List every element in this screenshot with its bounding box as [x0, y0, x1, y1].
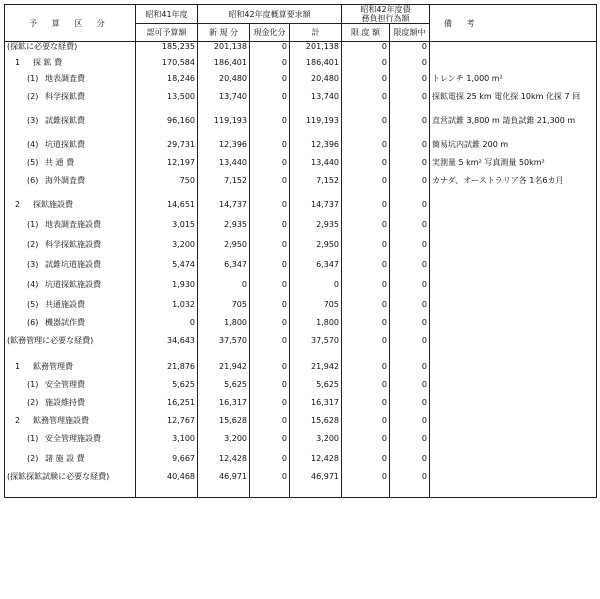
- row-label: 探鉱施設費: [33, 199, 73, 209]
- row-remark: [430, 260, 597, 280]
- liability-limit-amount: 0: [342, 280, 390, 300]
- fy42-new-amount: 37,570: [198, 336, 250, 362]
- table-row: [5, 140, 597, 158]
- fy42-new-amount: 16,317: [198, 398, 250, 416]
- row-remark: [430, 42, 597, 58]
- row-label-cell: [5, 58, 136, 74]
- liability-mid-amount: 0: [390, 416, 430, 434]
- fy42-new-amount: 119,193: [198, 116, 250, 140]
- row-number: (3): [27, 259, 39, 269]
- fy41-amount: 5,474: [136, 260, 198, 280]
- row-remark: 探鉱電探 25 km 電化探 10km 化探 7 回: [430, 92, 597, 116]
- row-label: 坑道探鉱費: [45, 139, 85, 149]
- budget-table: [4, 4, 597, 498]
- row-label-cell: [5, 74, 136, 92]
- row-remark: カナダ、オーストラリア各 1名6カ月: [430, 176, 597, 200]
- table-row: [5, 454, 597, 472]
- row-label-cell: [5, 200, 136, 220]
- liability-limit-amount: 0: [342, 140, 390, 158]
- row-label: 地表調査費: [45, 73, 85, 83]
- fy42-total-amount: 2,935: [290, 220, 342, 240]
- table-row: [5, 398, 597, 416]
- row-label-cell: [5, 140, 136, 158]
- table-row: [5, 240, 597, 260]
- fy42-total-amount: 12,396: [290, 140, 342, 158]
- table-row: [5, 42, 597, 58]
- liability-limit-amount: 0: [342, 158, 390, 176]
- fy41-amount: 18,246: [136, 74, 198, 92]
- table-row: [5, 58, 597, 74]
- fy42-cash-amount: 0: [250, 240, 290, 260]
- row-remark: [430, 416, 597, 434]
- row-remark: [430, 380, 597, 398]
- table-header: [5, 5, 597, 42]
- row-label: (探鉱探鉱試験に必要な経費): [7, 471, 110, 481]
- row-label-cell: [5, 336, 136, 362]
- table-row: [5, 176, 597, 200]
- fy42-new-amount: 5,625: [198, 380, 250, 398]
- row-remark: 実測量 5 km² 写真測量 50km²: [430, 158, 597, 176]
- liability-mid-amount: 0: [390, 58, 430, 74]
- row-label: (鉱務管理に必要な経費): [7, 335, 94, 345]
- row-label: 施設維持費: [45, 397, 85, 407]
- row-label: 鉱務管理施設費: [33, 415, 89, 425]
- row-label: 科学探鉱費: [45, 91, 85, 101]
- row-label-cell: [5, 380, 136, 398]
- row-remark: [430, 58, 597, 74]
- fy41-amount: 750: [136, 176, 198, 200]
- row-remark: [430, 300, 597, 318]
- row-label-cell: [5, 454, 136, 472]
- row-label-cell: [5, 176, 136, 200]
- fy42-cash-amount: 0: [250, 200, 290, 220]
- fy41-amount: 16,251: [136, 398, 198, 416]
- fy42-cash-amount: 0: [250, 260, 290, 280]
- liability-limit-amount: 0: [342, 260, 390, 280]
- row-remark: [430, 220, 597, 240]
- fy42-total-amount: 12,428: [290, 454, 342, 472]
- header-fy42-new: 新 規 分: [198, 24, 250, 42]
- fy41-amount: 3,015: [136, 220, 198, 240]
- fy42-new-amount: 13,740: [198, 92, 250, 116]
- row-label: 探 鉱 費: [33, 57, 63, 67]
- liability-mid-amount: 0: [390, 318, 430, 336]
- fy42-cash-amount: 0: [250, 318, 290, 336]
- liability-mid-amount: 0: [390, 472, 430, 498]
- row-label: 諸 施 設 費: [45, 453, 85, 463]
- header-fy41-sub: 認可予算額: [136, 24, 198, 42]
- table-row: [5, 260, 597, 280]
- fy41-amount: 1,032: [136, 300, 198, 318]
- table-body: [5, 42, 597, 498]
- liability-limit-amount: 0: [342, 176, 390, 200]
- fy42-total-amount: 13,440: [290, 158, 342, 176]
- row-remark: [430, 280, 597, 300]
- row-label: 安全管理費: [45, 379, 85, 389]
- row-label: 共 通 費: [45, 157, 75, 167]
- fy42-cash-amount: 0: [250, 380, 290, 398]
- fy42-cash-amount: 0: [250, 116, 290, 140]
- table-row: [5, 318, 597, 336]
- fy42-new-amount: 46,971: [198, 472, 250, 498]
- row-label-cell: [5, 260, 136, 280]
- liability-limit-amount: 0: [342, 318, 390, 336]
- header-remarks: [430, 5, 597, 42]
- row-number: (1): [27, 379, 39, 389]
- liability-limit-amount: 0: [342, 362, 390, 380]
- row-label-cell: [5, 472, 136, 498]
- fy41-amount: 96,160: [136, 116, 198, 140]
- budget-table-sheet: [4, 4, 596, 595]
- row-label: 機器試作費: [45, 317, 85, 327]
- row-label-cell: [5, 240, 136, 260]
- fy42-new-amount: 705: [198, 300, 250, 318]
- liability-mid-amount: 0: [390, 240, 430, 260]
- row-number: 2: [15, 199, 21, 209]
- liability-limit-amount: 0: [342, 92, 390, 116]
- fy42-new-amount: 12,396: [198, 140, 250, 158]
- fy42-cash-amount: 0: [250, 416, 290, 434]
- row-label: 安全管理施設費: [45, 433, 101, 443]
- row-number: (4): [27, 279, 39, 289]
- fy42-new-amount: 14,737: [198, 200, 250, 220]
- liability-limit-amount: 0: [342, 74, 390, 92]
- row-label-cell: [5, 434, 136, 454]
- fy42-new-amount: 186,401: [198, 58, 250, 74]
- fy41-amount: 13,500: [136, 92, 198, 116]
- fy41-amount: 0: [136, 318, 198, 336]
- liability-mid-amount: 0: [390, 176, 430, 200]
- row-remark: [430, 336, 597, 362]
- fy41-amount: 1,930: [136, 280, 198, 300]
- row-label-cell: [5, 42, 136, 58]
- fy41-amount: 29,731: [136, 140, 198, 158]
- fy42-total-amount: 46,971: [290, 472, 342, 498]
- fy42-new-amount: 3,200: [198, 434, 250, 454]
- row-number: (1): [27, 433, 39, 443]
- fy42-total-amount: 3,200: [290, 434, 342, 454]
- row-label-cell: [5, 318, 136, 336]
- liability-limit-amount: 0: [342, 336, 390, 362]
- fy42-cash-amount: 0: [250, 454, 290, 472]
- row-label: 鉱務管理費: [33, 361, 73, 371]
- fy42-cash-amount: 0: [250, 176, 290, 200]
- liability-limit-amount: 0: [342, 58, 390, 74]
- row-remark: 直営試錐 3,800 m 請負試錐 21,300 m: [430, 116, 597, 140]
- row-number: 1: [15, 361, 21, 371]
- header-fy42-total: 計: [290, 24, 342, 42]
- table-row: [5, 74, 597, 92]
- table-row: [5, 380, 597, 398]
- fy41-amount: 34,643: [136, 336, 198, 362]
- row-label-cell: [5, 416, 136, 434]
- row-label: 共通施設費: [45, 299, 85, 309]
- row-remark: [430, 454, 597, 472]
- row-remark: [430, 434, 597, 454]
- row-label-cell: [5, 220, 136, 240]
- row-label-cell: [5, 362, 136, 380]
- row-number: (6): [27, 175, 39, 185]
- liability-mid-amount: 0: [390, 362, 430, 380]
- fy42-total-amount: 16,317: [290, 398, 342, 416]
- table-row: [5, 116, 597, 140]
- header-fy41-title: 昭和41年度: [136, 5, 198, 24]
- fy42-cash-amount: 0: [250, 140, 290, 158]
- liability-mid-amount: 0: [390, 92, 430, 116]
- row-remark: [430, 398, 597, 416]
- row-number: (2): [27, 239, 39, 249]
- table-row: [5, 434, 597, 454]
- fy42-new-amount: 12,428: [198, 454, 250, 472]
- row-label: 試錐坑道施設費: [45, 259, 101, 269]
- row-number: (1): [27, 73, 39, 83]
- row-label-cell: [5, 398, 136, 416]
- fy41-amount: 40,468: [136, 472, 198, 498]
- header-liability-line2: 務負担行為額: [361, 14, 410, 23]
- table-row: [5, 158, 597, 176]
- fy42-cash-amount: 0: [250, 92, 290, 116]
- row-label: 坑道探鉱施設費: [45, 279, 101, 289]
- fy42-total-amount: 7,152: [290, 176, 342, 200]
- fy42-total-amount: 1,800: [290, 318, 342, 336]
- row-remark: 簡易坑内試錐 200 m: [430, 140, 597, 158]
- header-liability-line1: 昭和42年度債: [360, 5, 411, 14]
- liability-limit-amount: 0: [342, 434, 390, 454]
- liability-mid-amount: 0: [390, 380, 430, 398]
- liability-limit-amount: 0: [342, 220, 390, 240]
- liability-mid-amount: 0: [390, 260, 430, 280]
- row-remark: [430, 362, 597, 380]
- row-label-cell: [5, 158, 136, 176]
- fy42-total-amount: 21,942: [290, 362, 342, 380]
- row-number: 2: [15, 415, 21, 425]
- fy42-total-amount: 6,347: [290, 260, 342, 280]
- row-number: (6): [27, 317, 39, 327]
- row-number: (5): [27, 299, 39, 309]
- fy41-amount: 21,876: [136, 362, 198, 380]
- row-label-cell: [5, 280, 136, 300]
- liability-limit-amount: 0: [342, 398, 390, 416]
- header-budget-category: 予 算 区 分: [5, 5, 136, 42]
- liability-mid-amount: 0: [390, 220, 430, 240]
- fy42-new-amount: 21,942: [198, 362, 250, 380]
- fy42-total-amount: 705: [290, 300, 342, 318]
- fy42-total-amount: 0: [290, 280, 342, 300]
- fy41-amount: 170,584: [136, 58, 198, 74]
- fy42-new-amount: 20,480: [198, 74, 250, 92]
- header-fy42-title: 昭和42年度概算要求額: [198, 5, 342, 24]
- row-number: (2): [27, 453, 39, 463]
- row-number: (3): [27, 115, 39, 125]
- liability-mid-amount: 0: [390, 434, 430, 454]
- fy42-cash-amount: 0: [250, 398, 290, 416]
- row-label: 科学探鉱施設費: [45, 239, 101, 249]
- fy41-amount: 12,197: [136, 158, 198, 176]
- liability-limit-amount: 0: [342, 454, 390, 472]
- liability-mid-amount: 0: [390, 158, 430, 176]
- row-label: 地表調査施設費: [45, 219, 101, 229]
- fy42-cash-amount: 0: [250, 280, 290, 300]
- fy42-cash-amount: 0: [250, 58, 290, 74]
- row-label: 試錐探鉱費: [45, 115, 85, 125]
- fy42-cash-amount: 0: [250, 158, 290, 176]
- row-number: (4): [27, 139, 39, 149]
- fy41-amount: 14,651: [136, 200, 198, 220]
- fy42-new-amount: 13,440: [198, 158, 250, 176]
- fy42-cash-amount: 0: [250, 74, 290, 92]
- row-label: 海外調査費: [45, 175, 85, 185]
- liability-limit-amount: 0: [342, 300, 390, 318]
- table-row: [5, 200, 597, 220]
- liability-limit-amount: 0: [342, 42, 390, 58]
- fy42-new-amount: 201,138: [198, 42, 250, 58]
- row-remark: トレンチ 1,000 m²: [430, 74, 597, 92]
- liability-limit-amount: 0: [342, 472, 390, 498]
- row-number: (2): [27, 91, 39, 101]
- liability-limit-amount: 0: [342, 240, 390, 260]
- fy41-amount: 3,100: [136, 434, 198, 454]
- fy42-cash-amount: 0: [250, 42, 290, 58]
- header-remarks-label: 備 考: [444, 18, 481, 28]
- header-liability-mid: 限度額中: [390, 24, 430, 42]
- row-remark: [430, 472, 597, 498]
- fy42-new-amount: 0: [198, 280, 250, 300]
- liability-mid-amount: 0: [390, 280, 430, 300]
- row-remark: [430, 318, 597, 336]
- fy42-cash-amount: 0: [250, 336, 290, 362]
- fy41-amount: 5,625: [136, 380, 198, 398]
- fy42-new-amount: 2,935: [198, 220, 250, 240]
- fy41-amount: 12,767: [136, 416, 198, 434]
- row-number: (1): [27, 219, 39, 229]
- row-remark: [430, 200, 597, 220]
- fy42-new-amount: 6,347: [198, 260, 250, 280]
- fy42-new-amount: 15,628: [198, 416, 250, 434]
- fy42-total-amount: 37,570: [290, 336, 342, 362]
- fy42-cash-amount: 0: [250, 434, 290, 454]
- fy42-cash-amount: 0: [250, 220, 290, 240]
- fy42-total-amount: 119,193: [290, 116, 342, 140]
- row-number: (5): [27, 157, 39, 167]
- header-liability-title: [342, 5, 430, 24]
- table-row: [5, 362, 597, 380]
- liability-limit-amount: 0: [342, 416, 390, 434]
- fy42-total-amount: 20,480: [290, 74, 342, 92]
- liability-mid-amount: 0: [390, 140, 430, 158]
- fy41-amount: 9,667: [136, 454, 198, 472]
- liability-mid-amount: 0: [390, 398, 430, 416]
- fy42-new-amount: 2,950: [198, 240, 250, 260]
- liability-mid-amount: 0: [390, 300, 430, 318]
- row-label: (探鉱に必要な経費): [7, 42, 78, 51]
- fy42-cash-amount: 0: [250, 300, 290, 318]
- table-row: [5, 220, 597, 240]
- fy42-total-amount: 2,950: [290, 240, 342, 260]
- liability-mid-amount: 0: [390, 454, 430, 472]
- table-row: [5, 336, 597, 362]
- table-row: [5, 472, 597, 498]
- fy42-total-amount: 201,138: [290, 42, 342, 58]
- liability-mid-amount: 0: [390, 200, 430, 220]
- fy42-cash-amount: 0: [250, 362, 290, 380]
- liability-limit-amount: 0: [342, 116, 390, 140]
- row-label-cell: [5, 300, 136, 318]
- table-row: [5, 416, 597, 434]
- row-number: 1: [15, 57, 21, 67]
- fy42-new-amount: 7,152: [198, 176, 250, 200]
- fy42-total-amount: 5,625: [290, 380, 342, 398]
- liability-mid-amount: 0: [390, 74, 430, 92]
- table-row: [5, 280, 597, 300]
- fy42-new-amount: 1,800: [198, 318, 250, 336]
- fy42-cash-amount: 0: [250, 472, 290, 498]
- header-fy42-cash: 現金化分: [250, 24, 290, 42]
- row-remark: [430, 240, 597, 260]
- liability-mid-amount: 0: [390, 42, 430, 58]
- liability-mid-amount: 0: [390, 116, 430, 140]
- liability-limit-amount: 0: [342, 380, 390, 398]
- liability-mid-amount: 0: [390, 336, 430, 362]
- liability-limit-amount: 0: [342, 200, 390, 220]
- fy41-amount: 185,235: [136, 42, 198, 58]
- fy42-total-amount: 186,401: [290, 58, 342, 74]
- row-label-cell: [5, 92, 136, 116]
- fy41-amount: 3,200: [136, 240, 198, 260]
- fy42-total-amount: 14,737: [290, 200, 342, 220]
- fy42-total-amount: 15,628: [290, 416, 342, 434]
- fy42-total-amount: 13,740: [290, 92, 342, 116]
- table-row: [5, 92, 597, 116]
- row-number: (2): [27, 397, 39, 407]
- row-label-cell: [5, 116, 136, 140]
- table-row: [5, 300, 597, 318]
- header-liability-limit: 限 度 額: [342, 24, 390, 42]
